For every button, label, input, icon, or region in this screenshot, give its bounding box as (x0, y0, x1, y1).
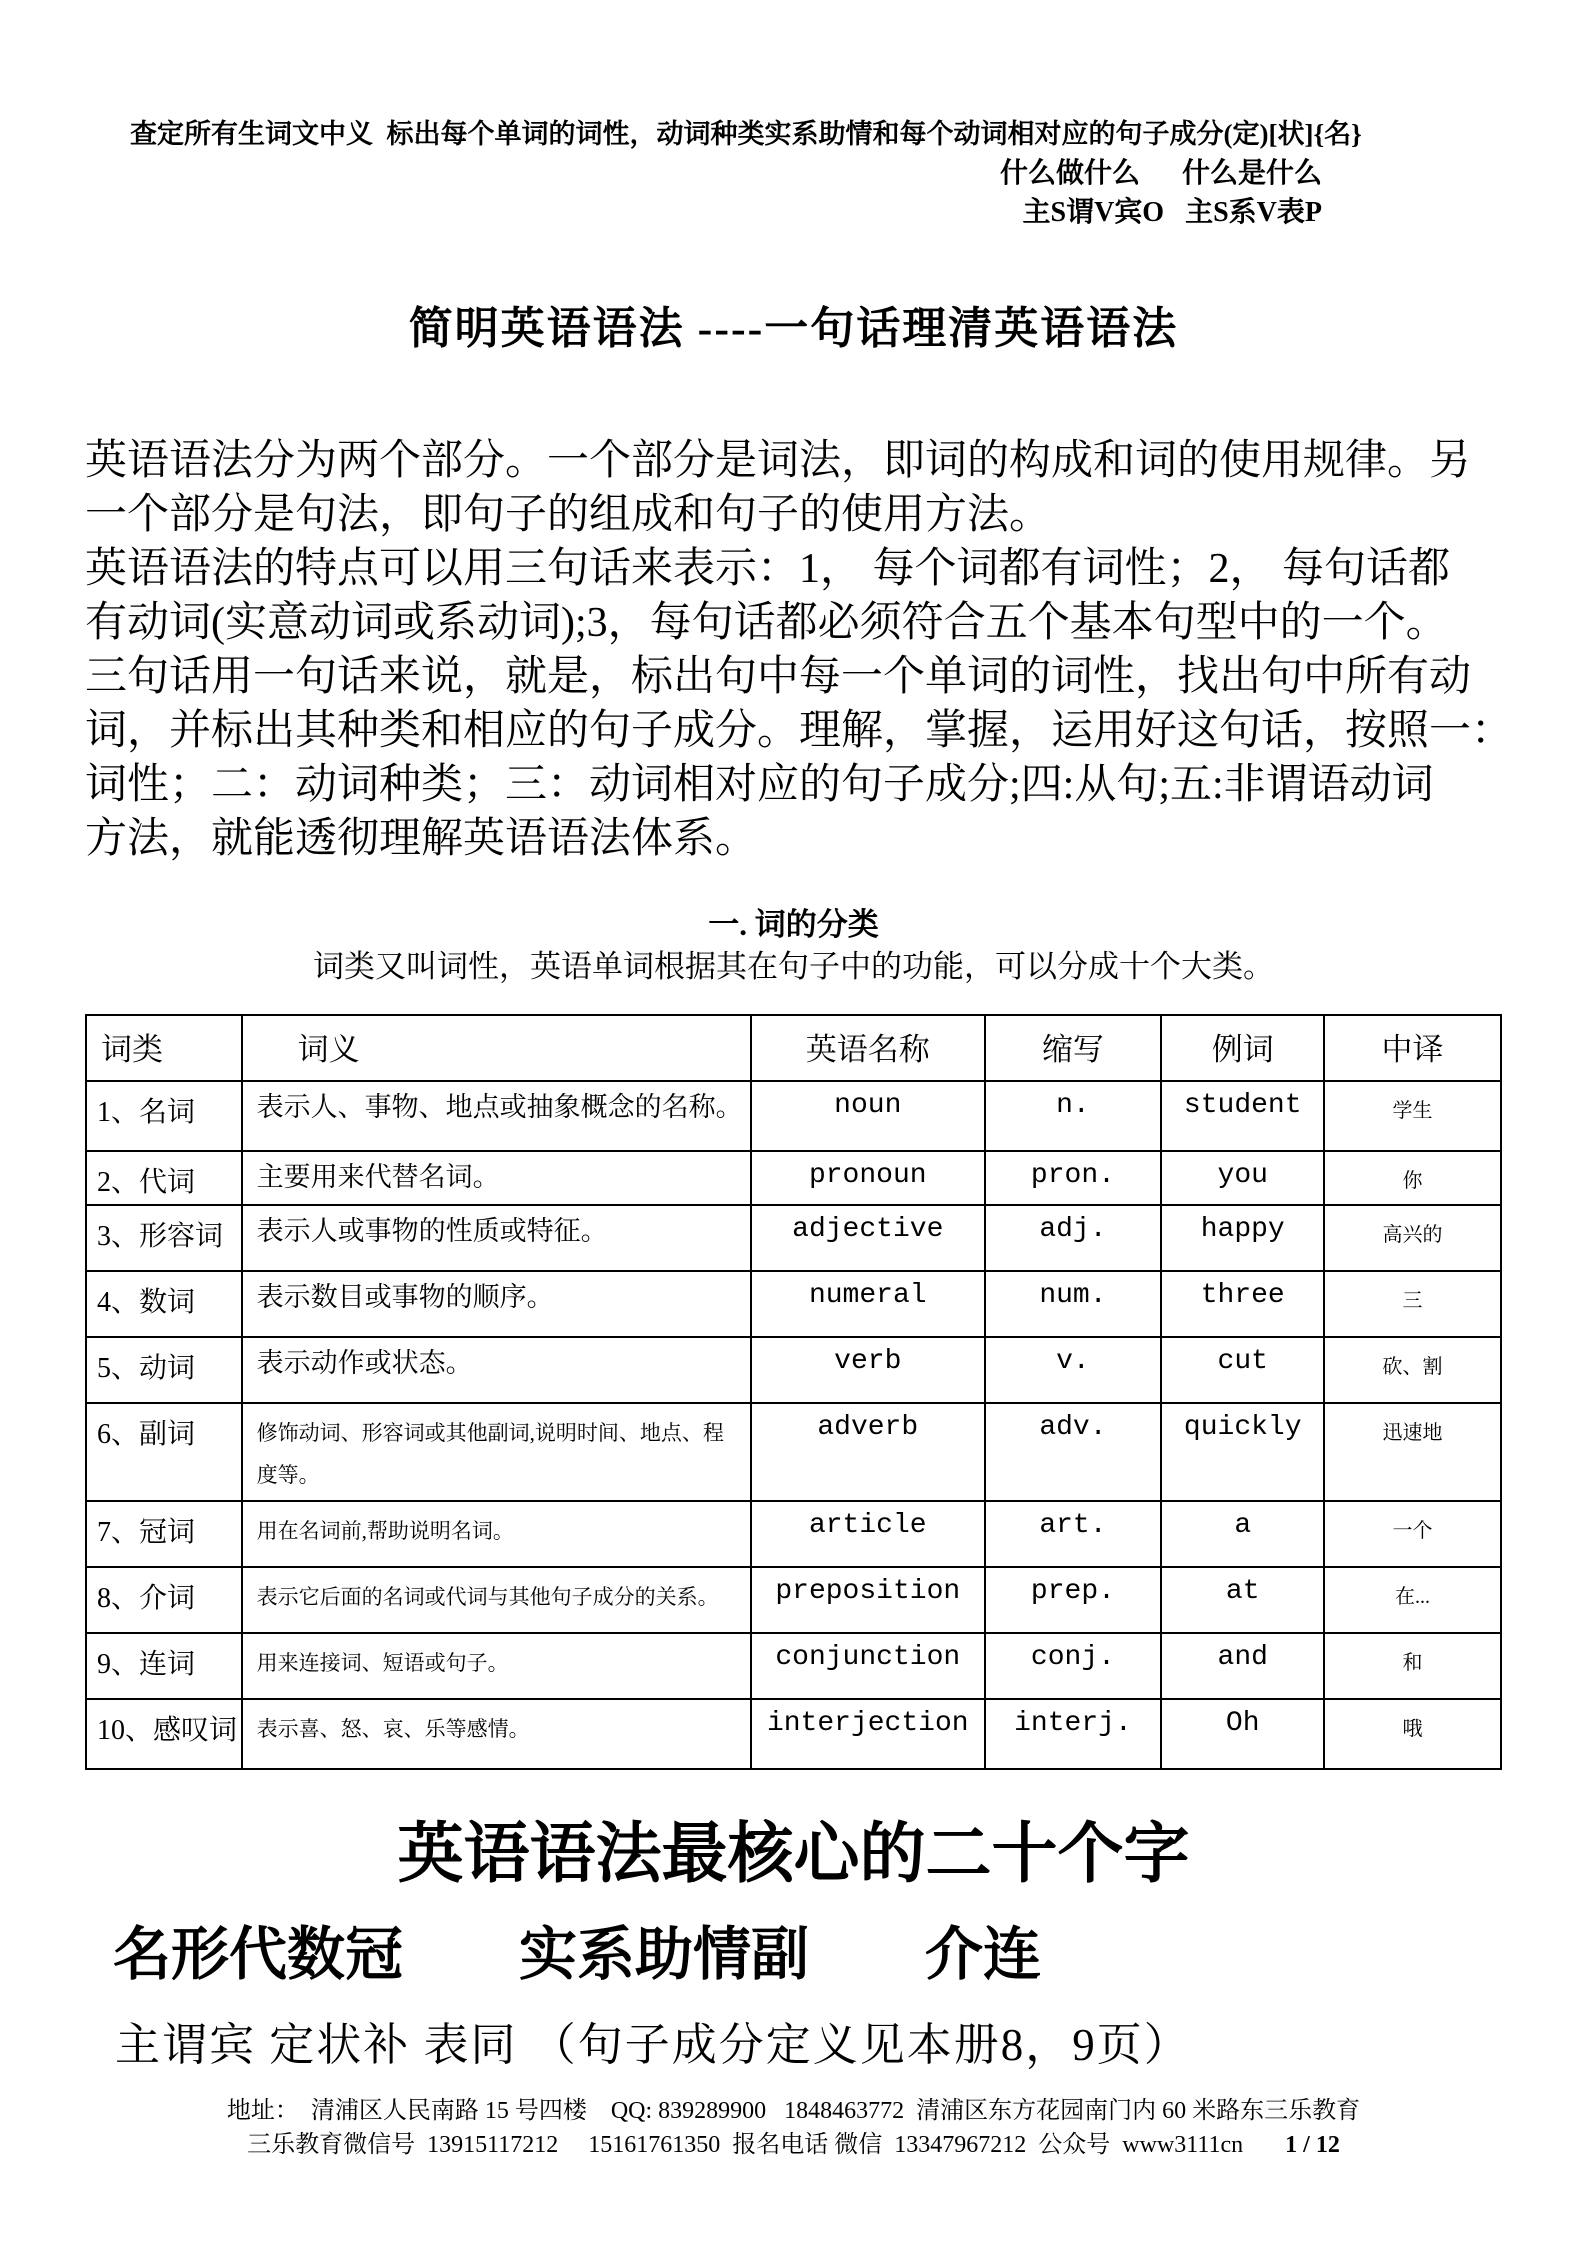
column-header-abbreviation: 缩写 (985, 1015, 1162, 1081)
page-footer (85, 2094, 1502, 2162)
cell-translation: 高兴的 (1324, 1205, 1501, 1271)
cell-meaning: 修饰动词、形容词或其他副词,说明时间、地点、程度等。 (242, 1403, 751, 1501)
column-header-english: 英语名称 (751, 1015, 984, 1081)
footer-line-1: 地址： 清浦区人民南路 15 号四楼 QQ: 839289900 1848463772 清浦区东方花园南门内 60 米路东三乐教育 (226, 2098, 1361, 2124)
table-row (86, 1151, 1501, 1205)
cell-translation: 在... (1324, 1567, 1501, 1633)
cell-english: adverb (751, 1403, 984, 1501)
table-row (86, 1699, 1501, 1769)
cell-type: 9、连词 (86, 1633, 242, 1699)
cell-meaning: 表示人或事物的性质或特征。 (242, 1205, 751, 1271)
cell-type: 1、名词 (86, 1081, 242, 1151)
header-annotation-line-2: 什么做什么 什么是什么 (999, 158, 1322, 189)
cell-type: 8、介词 (86, 1567, 242, 1633)
table-row (86, 1337, 1501, 1403)
column-header-meaning: 词义 (242, 1015, 751, 1081)
cell-translation: 一个 (1324, 1501, 1501, 1567)
cell-english: verb (751, 1337, 984, 1403)
cell-type: 4、数词 (86, 1271, 242, 1337)
header-annotation-line-3: 主S谓V宾O 主S系V表P (1022, 197, 1322, 228)
cell-translation: 迅速地 (1324, 1403, 1501, 1501)
cell-english: pronoun (751, 1151, 984, 1205)
footer-line-2 (85, 2128, 1502, 2162)
intro-line: 英语语法分为两个部分。一个部分是词法，即词的构成和词的使用规律。另 (85, 438, 1472, 484)
cell-english: noun (751, 1081, 984, 1151)
core-summary-line-2: 主谓宾 定状补 表同 （句子成分定义见本册8，9页） (115, 2020, 1191, 2070)
cell-type: 6、副词 (86, 1403, 242, 1501)
cell-type: 5、动词 (86, 1337, 242, 1403)
section-subtitle: 词类又叫词性，英语单词根据其在句子中的功能，可以分成十个大类。 (313, 949, 1274, 984)
cell-english: article (751, 1501, 984, 1567)
cell-abbreviation: v. (985, 1337, 1162, 1403)
intro-line: 词性；二：动词种类；三：动词相对应的句子成分;四:从句;五:非谓语动词 (85, 762, 1434, 808)
column-header-translation: 中译 (1324, 1015, 1501, 1081)
cell-abbreviation: conj. (985, 1633, 1162, 1699)
cell-abbreviation: adv. (985, 1403, 1162, 1501)
intro-line: 一个部分是句法，即句子的组成和句子的使用方法。 (85, 492, 1052, 538)
intro-line: 三句话用一句话来说，就是，标出句中每一个单词的词性，找出句中所有动 (85, 654, 1472, 700)
table-body (86, 1081, 1501, 1769)
cell-translation: 砍、割 (1324, 1337, 1501, 1403)
intro-line: 有动词(实意动词或系动词);3，每句话都必须符合五个基本句型中的一个。 (85, 600, 1448, 646)
cell-type: 7、冠词 (86, 1501, 242, 1567)
cell-translation: 你 (1324, 1151, 1501, 1205)
cell-english: numeral (751, 1271, 984, 1337)
cell-example: you (1161, 1151, 1324, 1205)
table-row (86, 1081, 1501, 1151)
intro-section (85, 434, 1514, 866)
core-summary-line-1: 名形代数冠 实系助情副 介连 (113, 1922, 1042, 1987)
cell-translation: 三 (1324, 1271, 1501, 1337)
cell-translation: 和 (1324, 1633, 1501, 1699)
cell-example: cut (1161, 1337, 1324, 1403)
footer-contact-info: 三乐教育微信号 13915117212 15161761350 报名电话 微信 13347967212 公众号 www3111cn (247, 2132, 1244, 2158)
core-summary-title: 英语语法最核心的二十个字 (397, 1818, 1190, 1891)
cell-example: happy (1161, 1205, 1324, 1271)
cell-example: a (1161, 1501, 1324, 1567)
intro-line: 英语语法的特点可以用三句话来表示：1， 每个词都有词性；2， 每句话都 (85, 546, 1451, 592)
page-header (85, 114, 1502, 232)
cell-abbreviation: adj. (985, 1205, 1162, 1271)
document-title: 简明英语语法 ----一句话理清英语语法 (408, 304, 1179, 353)
cell-english: interjection (751, 1699, 984, 1769)
cell-abbreviation: art. (985, 1501, 1162, 1567)
cell-example: and (1161, 1633, 1324, 1699)
cell-type: 10、感叹词 (86, 1699, 242, 1769)
cell-translation: 哦 (1324, 1699, 1501, 1769)
cell-meaning: 表示人、事物、地点或抽象概念的名称。 (242, 1081, 751, 1151)
table-row (86, 1271, 1501, 1337)
cell-abbreviation: interj. (985, 1699, 1162, 1769)
column-header-type: 词类 (86, 1015, 242, 1081)
cell-example: quickly (1161, 1403, 1324, 1501)
cell-abbreviation: pron. (985, 1151, 1162, 1205)
table-row (86, 1633, 1501, 1699)
table-row (86, 1501, 1501, 1567)
intro-line: 词，并标出其种类和相应的句子成分。理解，掌握，运用好这句话，按照一： (85, 708, 1514, 754)
cell-example: student (1161, 1081, 1324, 1151)
cell-type: 2、代词 (86, 1151, 242, 1205)
cell-english: adjective (751, 1205, 984, 1271)
table-row (86, 1205, 1501, 1271)
cell-meaning: 表示喜、怒、哀、乐等感情。 (242, 1699, 751, 1769)
table-row (86, 1403, 1501, 1501)
table-header-row (86, 1015, 1501, 1081)
cell-meaning: 表示动作或状态。 (242, 1337, 751, 1403)
intro-line: 方法，就能透彻理解英语语法体系。 (85, 816, 758, 862)
cell-meaning: 用来连接词、短语或句子。 (242, 1633, 751, 1699)
cell-example: Oh (1161, 1699, 1324, 1769)
cell-meaning: 用在名词前,帮助说明名词。 (242, 1501, 751, 1567)
cell-abbreviation: num. (985, 1271, 1162, 1337)
cell-translation: 学生 (1324, 1081, 1501, 1151)
cell-english: preposition (751, 1567, 984, 1633)
cell-example: at (1161, 1567, 1324, 1633)
parts-of-speech-table (85, 1014, 1502, 1770)
cell-english: conjunction (751, 1633, 984, 1699)
column-header-example: 例词 (1161, 1015, 1324, 1081)
cell-abbreviation: prep. (985, 1567, 1162, 1633)
section-heading: 一. 词的分类 (708, 907, 879, 942)
cell-example: three (1161, 1271, 1324, 1337)
cell-meaning: 表示数目或事物的顺序。 (242, 1271, 751, 1337)
header-annotation-line-1: 查定所有生词文中义 标出每个单词的词性，动词种类实系助情和每个动词相对应的句子成分(定)[状]{名} (130, 119, 1362, 149)
cell-abbreviation: n. (985, 1081, 1162, 1151)
table-row (86, 1567, 1501, 1633)
cell-meaning: 表示它后面的名词或代词与其他句子成分的关系。 (242, 1567, 751, 1633)
cell-meaning: 主要用来代替名词。 (242, 1151, 751, 1205)
cell-type: 3、形容词 (86, 1205, 242, 1271)
page-number: 1 / 12 (1285, 2132, 1340, 2158)
